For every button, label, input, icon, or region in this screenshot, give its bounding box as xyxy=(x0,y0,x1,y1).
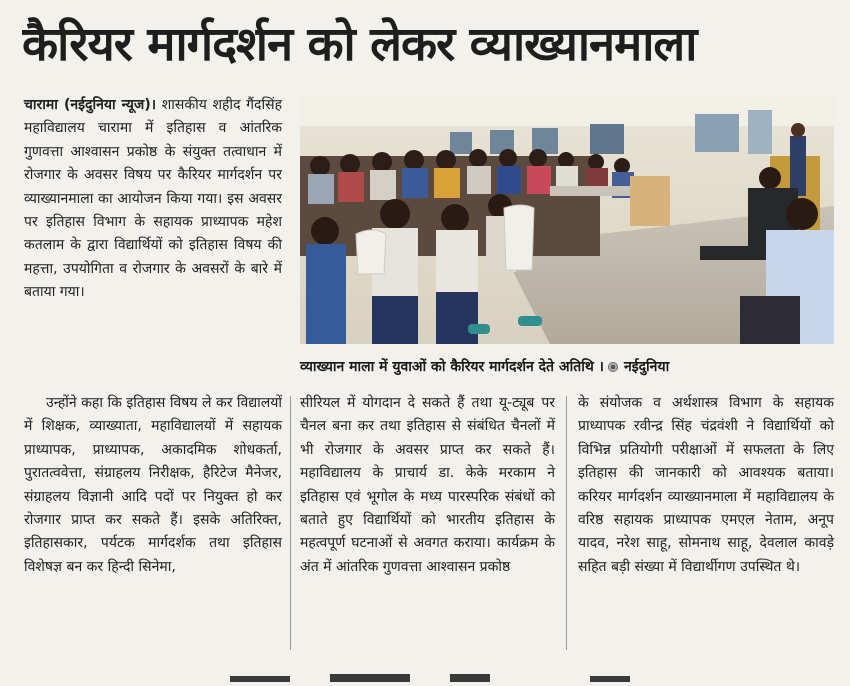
column-3-text: के संयोजक व अर्थशास्त्र विभाग के सहायक प्राध्यापक रवीन्द्र सिंह चंद्रवंशी ने विद्यार्थियों को विभिन्न प्रतियोगी परीक्षाओं में सफलता के लिए इतिहास की जानकारी को आवश्यक बताया। करियर मार्गदर्शन व्याख्यानमाला में महाविद्यालय के वरिष्ठ सहायक प्राध्यापक एमएल नेताम, अनूप यादव, नरेश साहू, सोमनाथ साहू, देवलाल कावड़े सहित बड़ी संख्या में विद्यार्थीगण उपस्थित थे। xyxy=(578,395,834,575)
photo-caption xyxy=(300,356,834,378)
lead-text: शासकीय शहीद गैंदसिंह महाविद्यालय चारामा में इतिहास व आंतरिक गुणवत्ता आश्वासन प्रकोष्ठ के संयुक्त तत्वाधान में रोजगार के अवसर विषय पर कैरियर मार्गदर्शन पर व्याख्यानमाला का आयोजन किया गया। इस अवसर पर इतिहास विभाग के सहायक प्राध्यापक महेश कतलाम के द्वारा विद्यार्थियों को इतिहास विषय की महत्ता, उपयोगिता व रोजगार के अवसरों के बारे में बताया गया। xyxy=(24,97,283,301)
headline: कैरियर मार्गदर्शन को लेकर व्याख्यानमाला xyxy=(22,17,697,72)
cropped-next-article-edge xyxy=(0,660,850,682)
column-3 xyxy=(578,392,834,579)
column-1 xyxy=(24,392,282,579)
column-2 xyxy=(300,392,555,579)
column-1-text: उन्होंने कहा कि इतिहास विषय ले कर विद्यालयों में शिक्षक, व्याख्याता, महाविद्यालयों में सहायक प्राध्यापक, प्राध्यापक, अकादमिक शोधकर्ता, पुरातत्ववेत्ता, संग्राहलय निरीक्षक, हैरिटेज मैनेजर, संग्राहलय विज्ञानी आदि पदों पर नियुक्त हो कर रोजगार प्राप्त कर सकते हैं। इसके अतिरिक्त, इतिहासकार, पर्यटक मार्गदर्शक तथा इतिहास विशेषज्ञ बन कर हिन्दी सिनेमा, xyxy=(24,395,282,575)
newspaper-logo-icon xyxy=(608,362,618,372)
column-2-text: सीरियल में योगदान दे सकते हैं तथा यू-ट्यूब पर चैनल बना कर तथा इतिहास से संबंधित चैनलों में भी रोजगार के अवसर प्राप्त कर सकते हैं। महाविद्यालय के प्राचार्य डा. केके मरकाम ने इतिहास एवं भूगोल के मध्य पारस्परिक संबंधों को बताते हुए विद्यार्थियों को भारतीय इतिहास के महत्वपूर्ण घटनाओं से अवगत कराया। कार्यक्रम के अंत में आंतरिक गुणवत्ता आश्वासन प्रकोष्ठ xyxy=(300,395,555,575)
caption-text: व्याख्यान माला में युवाओं को कैरियर मार्गदर्शन देते अतिथि । xyxy=(300,359,604,375)
dateline: चारामा (नईदुनिया न्यूज)। xyxy=(24,97,157,113)
column-divider xyxy=(290,396,291,650)
column-divider xyxy=(566,396,567,650)
lead-paragraph xyxy=(24,94,282,305)
event-photo xyxy=(300,96,834,344)
photo-credit: नईदुनिया xyxy=(623,359,670,375)
